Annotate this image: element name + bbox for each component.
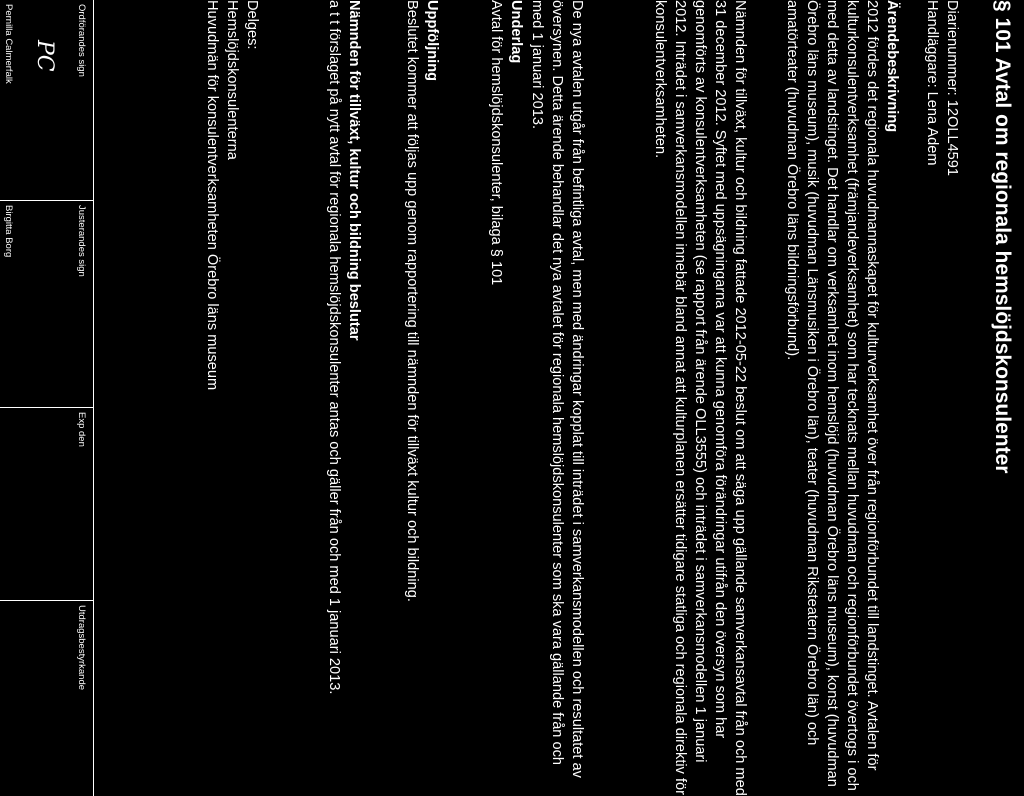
arendebeskrivning-p3: De nya avtalen utgår från befintliga avtal, men med ändringar kopplat till inträdet i samverkansmodellen och resultatet av översynen. Detta ärende behandlar det nya avtalet för regionala hemslöjdskonsulenter som ska vara gällande från och med 1 januari 2013.	[529, 0, 585, 778]
signature-table	[0, 0, 94, 796]
meta-block	[922, 0, 962, 796]
arendebeskrivning-heading: Ärendebeskrivning	[884, 0, 900, 133]
delges-line2: Huvudmän för konsulentverksamheten Örebro läns museum	[204, 0, 220, 391]
delges-section	[202, 0, 262, 796]
handwritten-initials: PC	[32, 40, 57, 72]
delges-line1: Hemslöjdskonsulenterna	[224, 0, 240, 160]
justerande-label: Justerandes sign	[76, 205, 87, 277]
uppfoljning-heading: Uppföljning	[424, 0, 440, 82]
exp-den-label: Exp den	[76, 412, 87, 447]
beslut-heading: Nämnden för tillväxt, kultur och bildning beslutar	[346, 0, 362, 341]
signature-cell-ordforande	[0, 0, 93, 200]
justerande-name: Birgitta Borg	[3, 205, 14, 258]
delges-heading: Delges:	[244, 0, 260, 50]
beslut-text: a t t förslaget på nytt avtal för regionala hemslöjdskonsulenter antas och gäller från och med 1 januari 2013.	[326, 0, 342, 695]
arendebeskrivning-p2: Nämnden för tillväxt, kultur och bildning fattade 2012-05-22 beslut om att säga upp gällande samverkansavtal från och med 31 december 2012. Syftet med uppsägningarna var att kunna genomföra förändringar utifrån den översyn som har genomförts av konsulentverksamheten (se rapport från ärende OLL3555) och inträdet i samverkansmodellen 1 januari 2012. Inträdet i samverkansmodellen innebär bland annat att kulturplanen ersätter tidigare statliga och regionala direktiv för konsulentverksamheten.	[652, 0, 748, 796]
underlag-text: Avtal för hemslöjdskonsulenter, bilaga § 101	[488, 0, 504, 286]
diarienummer: Diarienummer: 12OLL4591	[944, 0, 960, 177]
arendebeskrivning-p1: 2012 fördes det regionala huvudmannaskapet för kulturverksamhet över från regionförbundet till landstinget. Avtalen för kulturkonsulentverksamhet (främjandeverksamhet) som har tecknats mellan huvudman och regionförbundet övertogs i och med detta av landstinget. Det handlar om verksamhet inom hemslöjd (huvudman Örebro läns museum), konst (huvudman Örebro läns museum), musik (huvudman Länsmusiken i Örebro län), teater (huvudman Riksteatern Örebro län) och amatörteater (huvudman Örebro läns bildningsförbund).	[784, 0, 880, 791]
arendebeskrivning-section	[782, 0, 902, 796]
uppfoljning-text: Beslutet kommer att följas upp genom rapportering till nämnden för tillväxt kultur och bildning.	[404, 0, 420, 602]
ordforande-name: Pernilla Calmerfalk	[3, 4, 14, 84]
utdragsbestyrkande-cell	[0, 600, 93, 796]
underlag-heading: Underlag	[508, 0, 524, 64]
ordforande-label: Ordförandes sign	[76, 4, 87, 77]
beslut-section	[324, 0, 364, 796]
expedition-cell	[0, 407, 93, 600]
underlag-section	[486, 0, 526, 796]
signature-cell-justerande	[0, 200, 93, 407]
utdragsbestyrkande-label: Utdragsbestyrkande	[76, 605, 87, 691]
handlaggare: Handläggare: Lena Adem	[924, 0, 940, 166]
page-title: § 101 Avtal om regionala hemslöjdskonsulenter	[991, 0, 1014, 474]
uppfoljning-section	[402, 0, 442, 796]
